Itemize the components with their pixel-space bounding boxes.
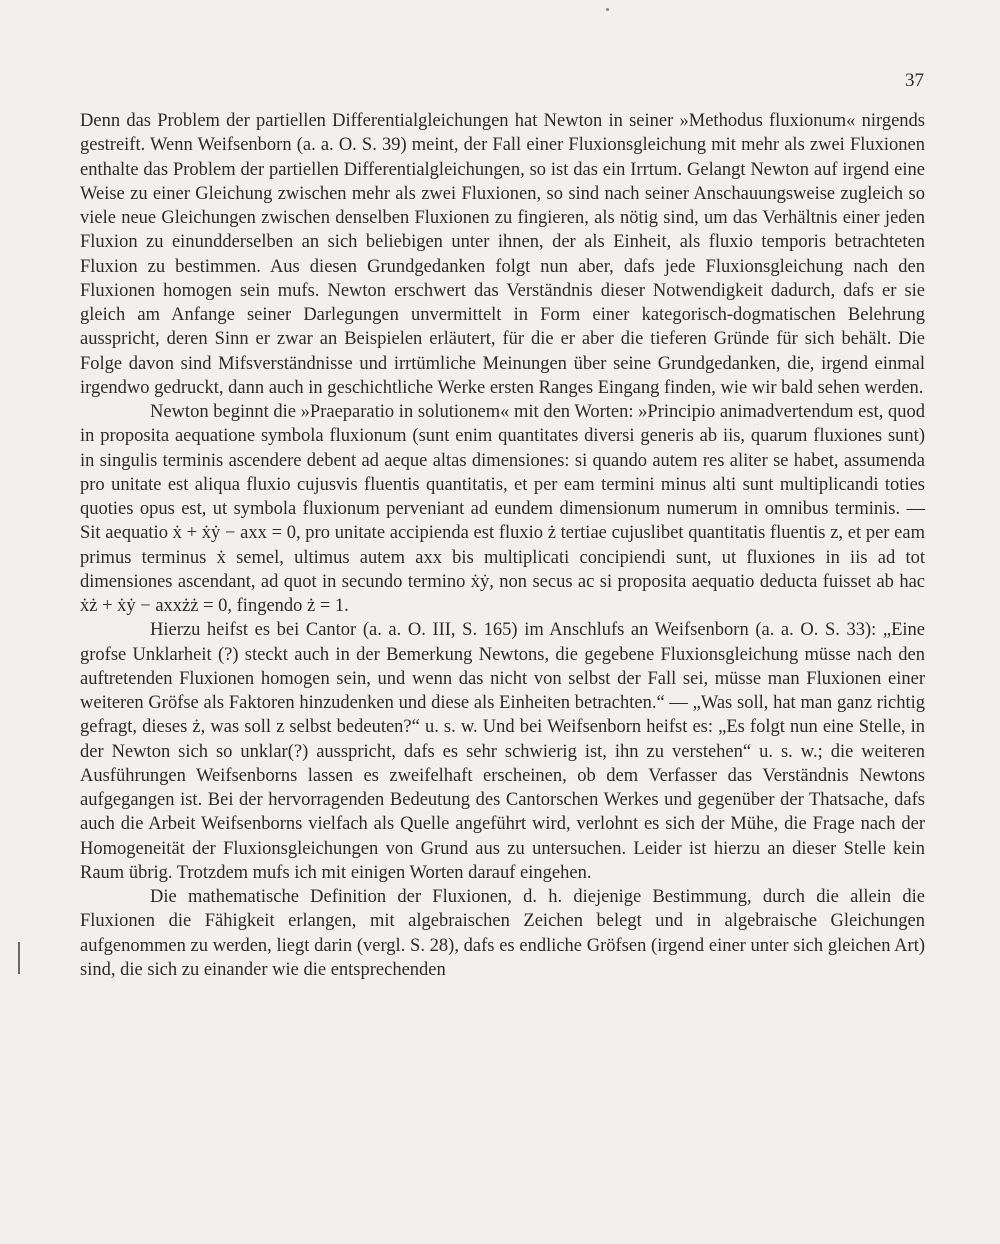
paper-speck bbox=[606, 8, 609, 11]
paragraph-2: Newton beginnt die »Praeparatio in solutionem« mit den Worten: »Principio animadvertendum est, quod in proposita aequatione symbola fluxionum (sunt enim quantitates diversi generis ab iis, quarum fluxiones sunt) in singulis terminis ascendere debent ad aeque altas dimensiones: si quando autem res aliter se habet, assumenda pro unitate est aliqua fluxio cujusvis fluentis quantitatis, et per eam termini minus alti sunt multiplicandi toties quoties opus est, ut symbola fluxionum perveniant ad eundem dimensionum numerum in omnibus terminis. — Sit aequatio ẋ + ẋẏ − axx = 0, pro unitate accipienda est fluxio ż tertiae cujuslibet quantitatis fluentis z, et per eam primus terminus ẋ semel, ultimus autem axx bis multiplicati concipiendi sunt, ut fluxiones in iis ad tot dimensiones ascendant, ad quot in secundo termino ẋẏ, non secus ac si proposita aequatio deducta fuisset ab hac ẋż + ẋẏ − axxżż = 0, fingendo ż = 1. bbox=[80, 402, 925, 616]
body-text bbox=[80, 109, 925, 982]
page-number: 37 bbox=[905, 70, 924, 91]
paragraph-1: Denn das Problem der partiellen Differentialgleichungen hat Newton in seiner »Methodus fluxionum« nirgends gestreift. Wenn Weifsenborn (a. a. O. S. 39) meint, der Fall einer Fluxionsgleichung mit mehr als zwei Fluxionen enthalte das Problem der partiellen Differentialgleichungen, so ist das ein Irrtum. Gelangt Newton auf irgend eine Weise zu einer Gleichung zwischen mehr als zwei Fluxionen, so sind nach seiner Anschauungsweise zugleich so viele neue Gleichungen zwischen denselben Fluxionen zu fingieren, als nötig sind, um das Verhältnis einer jeden Fluxion zu einundderselben an sich beliebigen unter ihnen, der als Einheit, als fluxio temporis betrachteten Fluxion zu bestimmen. Aus diesen Grundgedanken folgt nun aber, dafs jede Fluxionsgleichung nach den Fluxionen homogen sein mufs. Newton erschwert das Verständnis dieser Notwendigkeit dadurch, dafs er sie gleich am Anfange seiner Darlegungen unvermittelt in Form einer kategorisch-dogmatischen Belehrung ausspricht, deren Sinn er zwar an Beispielen erläutert, für die er aber die tieferen Gründe für sich behält. Die Folge davon sind Mifsverständnisse und irrtümliche Meinungen über seine Grundgedanken, die, irgend einmal irgendwo gedruckt, dann auch in geschichtliche Werke ersten Ranges Eingang finden, wie wir bald sehen werden. bbox=[80, 111, 925, 398]
margin-pencil-mark bbox=[18, 942, 20, 974]
paragraph-3: Hierzu heifst es bei Cantor (a. a. O. III, S. 165) im Anschlufs an Weifsenborn (a. a. O. S. 33): „Eine grofse Unklarheit (?) steckt auch in der Bemerkung Newtons, die gegebene Fluxionsgleichung müsse nach den auftretenden Fluxionen homogen sein, und wenn das nicht von selbst der Fall sei, müsse man Fluxionen einer weiteren Gröfse als Faktoren hinzudenken und diese als Einheiten betrachten.“ — „Was soll, hat man ganz richtig gefragt, dieses ż, was soll z selbst bedeuten?“ u. s. w. Und bei Weifsenborn heifst es: „Es folgt nun eine Stelle, in der Newton sich so unklar(?) ausspricht, dafs es sehr schwierig ist, ihn zu verstehen“ u. s. w.; die weiteren Ausführungen Weifsenborns lassen es zweifelhaft erscheinen, ob dem Verfasser das Verständnis Newtons aufgegangen ist. Bei der hervorragenden Bedeutung des Cantorschen Werkes und gegenüber der Thatsache, dafs auch die Arbeit Weifsenborns vielfach als Quelle angeführt wird, verlohnt es sich der Mühe, die Frage nach der Homogeneität der Fluxionsgleichungen von Grund aus zu untersuchen. Leider ist hierzu an dieser Stelle kein Raum übrig. Trotzdem mufs ich mit einigen Worten darauf eingehen. bbox=[80, 620, 925, 883]
paragraph-4: Die mathematische Definition der Fluxionen, d. h. diejenige Bestimmung, durch die allein die Fluxionen die Fähigkeit erlangen, mit algebraischen Zeichen belegt und in algebraische Gleichungen aufgenommen zu werden, liegt darin (vergl. S. 28), dafs es endliche Gröfsen (irgend einer unter sich gleichen Art) sind, die sich zu einander wie die entsprechenden bbox=[80, 887, 925, 980]
